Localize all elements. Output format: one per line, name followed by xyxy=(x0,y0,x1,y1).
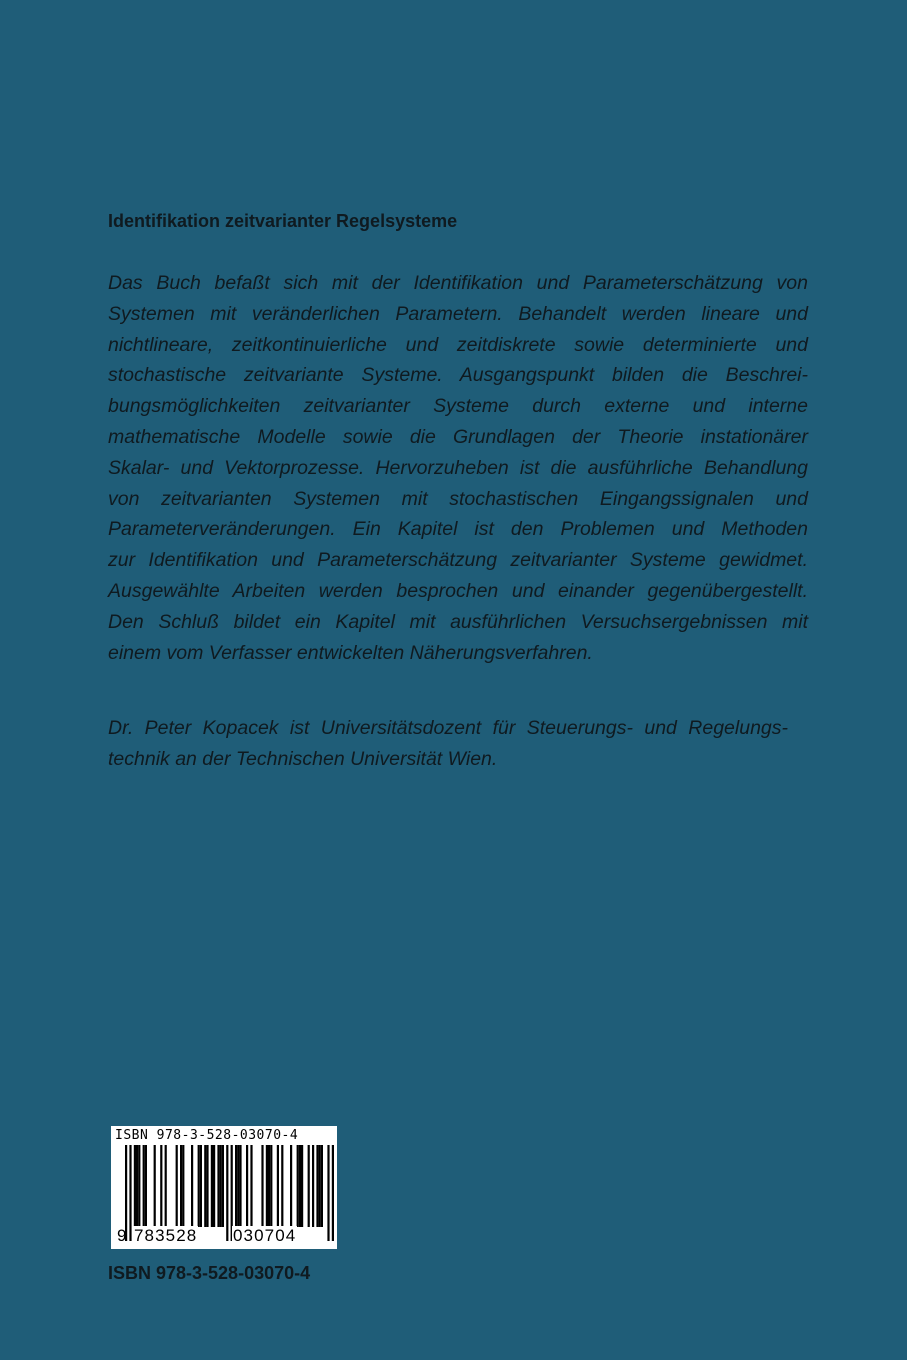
barcode-bar xyxy=(237,1145,239,1227)
isbn-barcode xyxy=(111,1126,337,1249)
barcode-bar xyxy=(268,1145,270,1227)
barcode-bar xyxy=(154,1145,156,1227)
barcode-bar xyxy=(204,1145,206,1227)
barcode-bar xyxy=(176,1145,178,1227)
author-bio-line: technik an der Technischen Universität Wien. xyxy=(108,747,498,770)
barcode-bar xyxy=(327,1145,329,1241)
description-line: stochastische zeitvariante Systeme. Ausgangspunkt bilden die Beschrei- xyxy=(108,364,808,387)
barcode-bar xyxy=(180,1145,182,1227)
description-line: einem vom Verfasser entwickelten Näherungsverfahren. xyxy=(108,641,593,664)
barcode-bar xyxy=(270,1145,272,1227)
isbn-footer: ISBN 978-3-528-03070-4 xyxy=(108,1263,311,1283)
barcode-bar xyxy=(136,1145,138,1227)
description-line: nichtlineare, zeitkontinuierliche und zeitdiskrete sowie determinierte und xyxy=(108,333,808,356)
barcode-bar xyxy=(277,1145,279,1227)
barcode-bar xyxy=(319,1145,321,1227)
book-title: Identifikation zeitvarianter Regelsysteme xyxy=(108,211,458,231)
description-line: Das Buch befaßt sich mit der Identifikation und Parameterschätzung von xyxy=(108,272,808,294)
barcode-bar xyxy=(266,1145,268,1227)
barcode-bar xyxy=(138,1145,140,1227)
description-line: Ausgewählte Arbeiten werden besprochen und einander gegenübergestellt. xyxy=(108,579,808,602)
author-bio-line: Dr. Peter Kopacek ist Universitätsdozent für Steuerungs- und Regelungs- xyxy=(108,717,788,739)
author-bio xyxy=(108,713,788,775)
barcode-digit-first: 9 xyxy=(117,1226,128,1245)
description-line: Skalar- und Vektorprozesse. Hervorzuheben ist die ausführliche Behandlung xyxy=(108,456,808,479)
barcode-bar xyxy=(213,1145,215,1227)
barcode-bar xyxy=(299,1145,301,1227)
barcode-bar xyxy=(222,1145,224,1227)
barcode-bar xyxy=(191,1145,193,1227)
barcode-bar xyxy=(316,1145,318,1227)
barcode-bar xyxy=(198,1145,200,1227)
barcode-bar xyxy=(281,1145,283,1227)
barcode-bar xyxy=(261,1145,263,1227)
barcode-bar xyxy=(145,1145,147,1227)
barcode-bar xyxy=(290,1145,292,1227)
description-line: mathematische Modelle sowie die Grundlagen der Theorie instationärer xyxy=(108,425,808,448)
barcode-bar xyxy=(165,1145,167,1227)
barcode-bar xyxy=(226,1145,228,1241)
barcode-bar xyxy=(200,1145,202,1227)
description-line: zur Identifikation und Parameterschätzung zeitvarianter Systeme gewidmet. xyxy=(108,549,808,572)
barcode-bar xyxy=(312,1145,314,1227)
barcode-bar xyxy=(235,1145,237,1227)
description-line: von zeitvarianten Systemen mit stochastischen Eingangssignalen und xyxy=(108,487,808,510)
barcode-bar xyxy=(160,1145,162,1227)
barcode-bar xyxy=(217,1145,219,1227)
barcode-bar xyxy=(220,1145,222,1227)
barcode-bar xyxy=(321,1145,323,1227)
description-line: bungsmöglichkeiten zeitvarianter Systeme durch externe und interne xyxy=(108,395,808,418)
barcode-bar xyxy=(332,1145,334,1241)
description xyxy=(108,268,808,668)
barcode-bar xyxy=(134,1145,136,1227)
barcode-bar xyxy=(129,1145,131,1241)
description-line: Systemen mit veränderlichen Parametern. Behandelt werden lineare und xyxy=(108,302,808,325)
description-line: Den Schluß bildet ein Kapitel mit ausführlichen Versuchsergebnissen mit xyxy=(108,610,808,633)
barcode-digits-right: 030704 xyxy=(233,1226,297,1245)
barcode-bar xyxy=(182,1145,184,1227)
barcode-bar xyxy=(301,1145,303,1227)
barcode-bar xyxy=(239,1145,241,1227)
barcode-bar xyxy=(206,1145,208,1227)
barcode-bar xyxy=(211,1145,213,1227)
barcode-bar xyxy=(308,1145,310,1227)
barcode-bar xyxy=(246,1145,248,1227)
description-line: Parameterveränderungen. Ein Kapitel ist den Problemen und Methoden xyxy=(108,518,808,541)
barcode-bar xyxy=(143,1145,145,1227)
barcode-digits-left: 783528 xyxy=(134,1226,198,1245)
barcode-isbn-label: ISBN 978-3-528-03070-4 xyxy=(115,1128,299,1143)
barcode-bar xyxy=(297,1145,299,1227)
barcode-bar xyxy=(250,1145,252,1227)
